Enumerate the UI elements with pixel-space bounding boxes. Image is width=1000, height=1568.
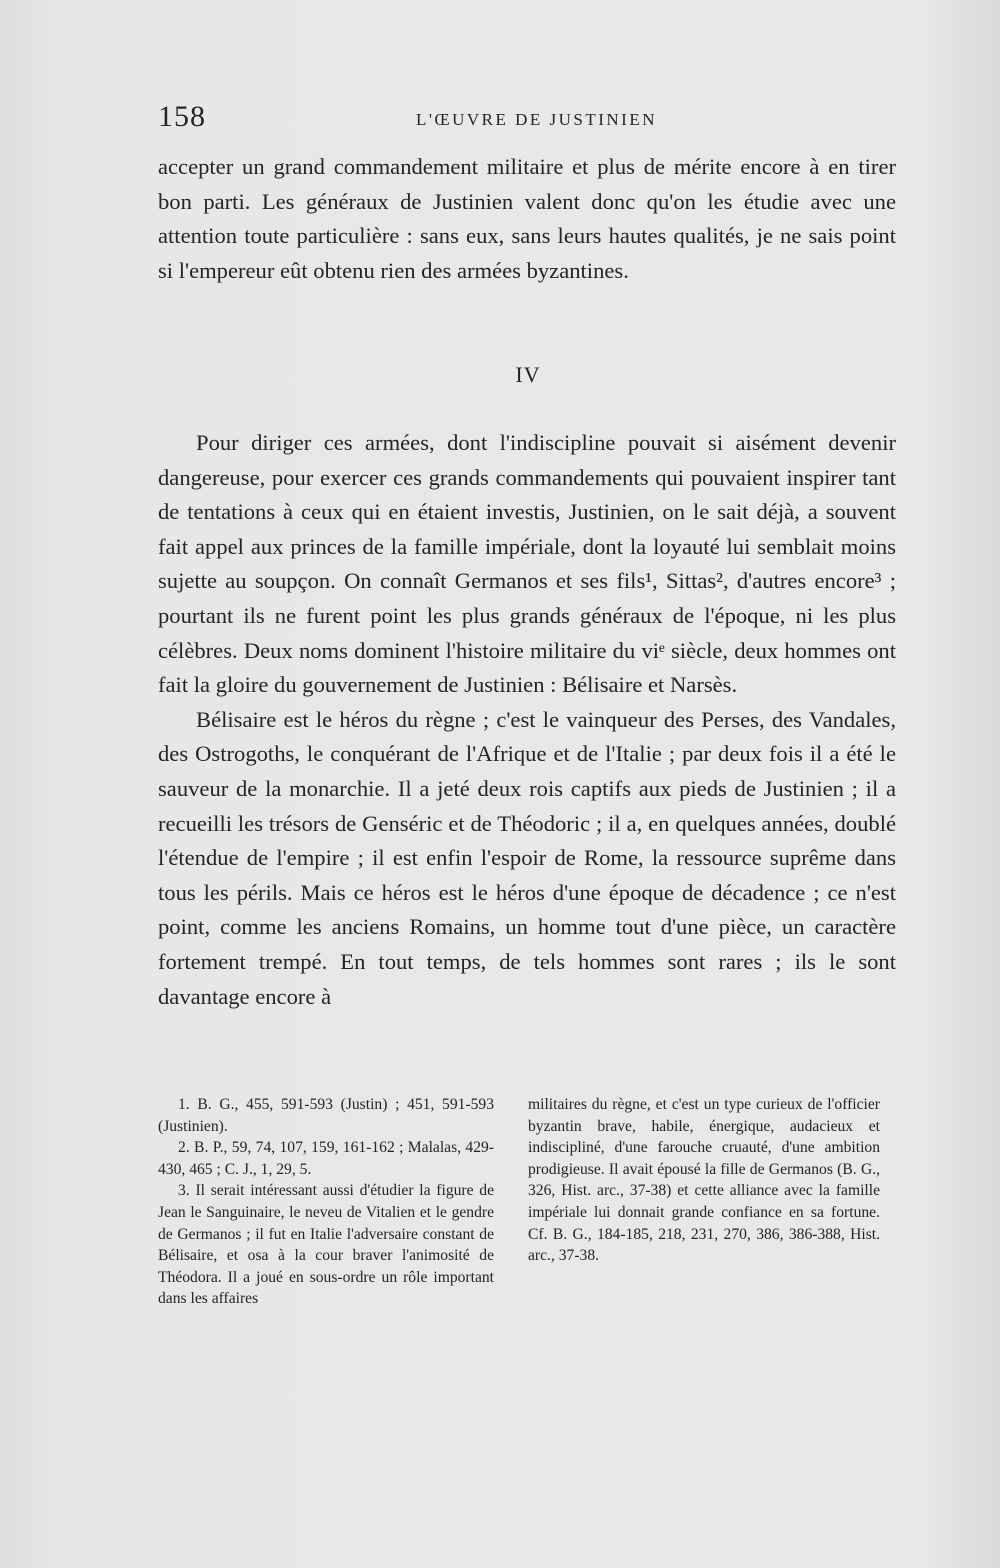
running-head: L'ŒUVRE DE JUSTINIEN [416, 110, 657, 129]
paragraph: Bélisaire est le héros du règne ; c'est le vainqueur des Perses, des Vandales, des Ostrogoths, le conquérant de l'Afrique et de l'Italie ; par deux fois il a été le sauveur de la monarchie. Il a jeté deux rois captifs aux pieds de Justinien ; il a recueilli les trésors de Genséric et de Théodoric ; il a, en quelques années, doublé l'étendue de l'empire ; il est enfin l'espoir de Rome, la ressource suprême dans tous les périls. Mais ce héros est le héros d'une époque de décadence ; ce n'est point, comme les anciens Romains, un homme tout d'une pièce, un caractère fortement trempé. En tout temps, de tels hommes sont rares ; ils le sont davantage encore à [158, 706, 896, 1009]
intro-text [158, 150, 896, 288]
footnotes-left-column [158, 1094, 494, 1310]
paragraph: Pour diriger ces armées, dont l'indiscipline pouvait si aisément devenir dangereuse, pour exercer ces grands commandements qui pouvaient inspirer tant de tentations à ceux qui en étaient investis, Justinien, on le sait déjà, a souvent fait appel aux princes de la famille impériale, dont la loyauté lui semblait moins sujette au soupçon. On connaît Germanos et ses fils¹, Sittas², d'autres encore³ ; pourtant ils ne furent point les plus grands généraux de l'époque, ni les plus célèbres. Deux noms dominent l'histoire militaire du viᵉ siècle, deux hommes ont fait la gloire du gouvernement de Justinien : Bélisaire et Narsès. [158, 430, 896, 698]
footnote-continuation: militaires du règne, et c'est un type curieux de l'officier byzantin brave, habile, énergique, audacieux et indiscipliné, d'une farouche cruauté, d'une ambition prodigieuse. Il avait épousé la fille de Germanos (B. G., 326, Hist. arc., 37-38) et cette alliance avec la famille impériale lui donnait grande confiance en sa fortune. Cf. B. G., 184-185, 218, 231, 270, 386, 386-388, Hist. arc., 37-38. [528, 1096, 880, 1265]
section-heading: IV [515, 362, 541, 387]
footnote: 2. B. P., 59, 74, 107, 159, 161-162 ; Malalas, 429-430, 465 ; C. J., 1, 29, 5. [158, 1139, 494, 1178]
page-header [158, 100, 896, 140]
page-number: 158 [158, 100, 206, 133]
footnote: 3. Il serait intéressant aussi d'étudier la figure de Jean le Sanguinaire, le neveu de Vitalien et le gendre de Germanos ; il fut en Italie l'adversaire constant de Bélisaire, et osa à la cour braver l'animosité de Théodora. Il a joué en sous-ordre un rôle important dans les affaires [158, 1182, 494, 1308]
footnotes-right-column [528, 1094, 880, 1267]
footnote: 1. B. G., 455, 591-593 (Justin) ; 451, 591-593 (Justinien). [158, 1096, 494, 1135]
intro-paragraph: accepter un grand commandement militaire et plus de mérite encore à en tirer bon parti. Les généraux de Justinien valent donc qu'on les étudie avec une attention toute particulière : sans eux, sans leurs hautes qualités, je ne sais point si l'empereur eût obtenu rien des armées byzantines. [158, 154, 896, 283]
body-text [158, 426, 896, 1014]
